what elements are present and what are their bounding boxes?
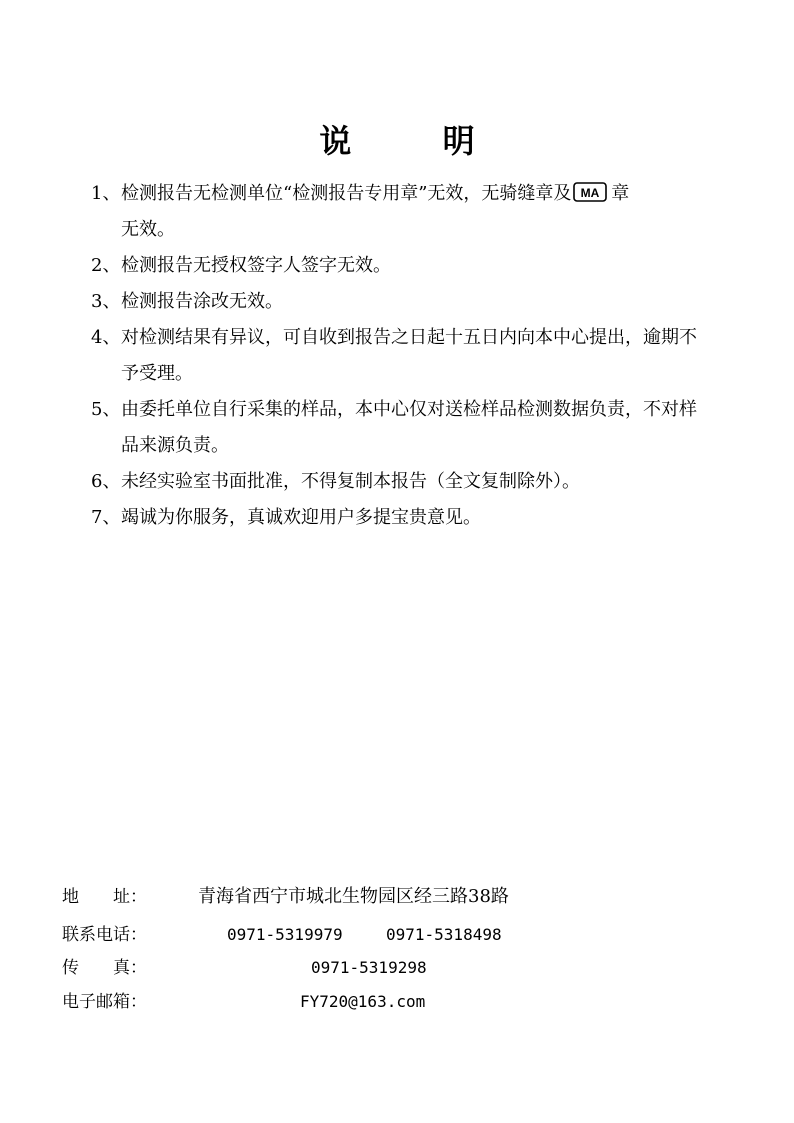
- cma-seal-icon: [573, 182, 607, 202]
- list-item: [91, 284, 711, 320]
- address-value: 青海省西宁市城北生物园区经三路38路: [198, 886, 509, 907]
- item-number: 4、: [91, 327, 121, 348]
- item-number: 2、: [91, 255, 121, 276]
- item-text: 竭诚为你服务，真诚欢迎用户多提宝贵意见。: [121, 507, 481, 528]
- phone-number-1: 0971-5319979: [227, 925, 343, 944]
- seal-text: MA: [581, 186, 600, 200]
- item-text-part: 章: [611, 183, 630, 204]
- list-item: [91, 248, 711, 284]
- email-label: 电子邮箱：: [62, 992, 147, 1012]
- list-item: [91, 176, 711, 248]
- item-number: 7、: [91, 507, 121, 528]
- item-text: 检测报告无授权签字人签字无效。: [121, 255, 391, 276]
- item-text-part: 无效。: [121, 219, 175, 240]
- item-text-part: 检测报告无检测单位“检测报告专用章”无效，无骑缝章及: [121, 183, 572, 204]
- address-label: 地 址：: [62, 887, 147, 907]
- list-item: [91, 320, 711, 392]
- phone-number-2: 0971-5318498: [386, 925, 502, 944]
- item-text: 由委托单位自行采集的样品，本中心仅对送检样品检测数据负责，不对样品来源负责。: [121, 399, 697, 456]
- item-text: [121, 176, 711, 248]
- item-number: 6、: [91, 471, 121, 492]
- page-title: 说 明: [319, 122, 515, 160]
- item-number: 3、: [91, 291, 121, 312]
- phone-label: 联系电话：: [62, 925, 147, 945]
- list-item: [91, 500, 711, 536]
- item-number: 1、: [91, 183, 121, 204]
- list-item: [91, 464, 711, 500]
- fax-number: 0971-5319298: [311, 958, 427, 977]
- item-text: 对检测结果有异议，可自收到报告之日起十五日内向本中心提出，逾期不予受理。: [121, 327, 697, 384]
- item-text: 未经实验室书面批准，不得复制本报告（全文复制除外）。: [121, 471, 580, 492]
- item-text: 检测报告涂改无效。: [121, 291, 283, 312]
- fax-label: 传 真：: [62, 958, 147, 978]
- email-address: FY720@163.com: [300, 992, 426, 1011]
- list-item: [91, 392, 711, 464]
- item-number: 5、: [91, 399, 121, 420]
